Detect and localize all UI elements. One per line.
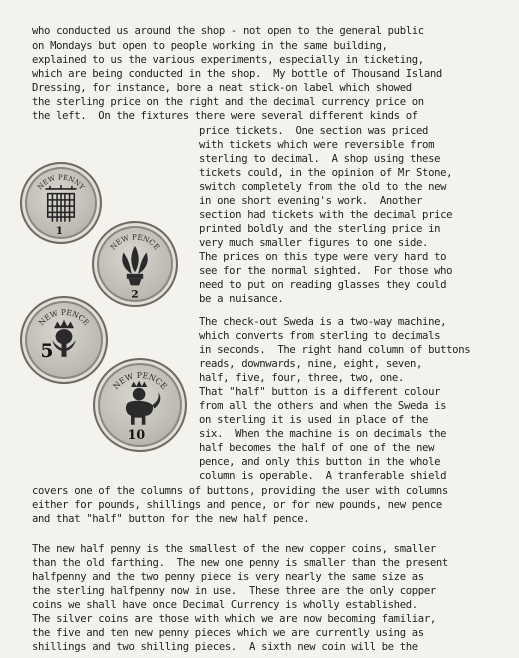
- text-line: on sterling it is used in place of the: [199, 414, 429, 426]
- text-line: half becomes the half of one of the new: [199, 442, 435, 454]
- portcullis-icon: [22, 164, 100, 242]
- text-line: on Mondays but open to people working in the same building,: [32, 40, 388, 52]
- text-line: which are being conducted in the shop. My bottle of Thousand Island: [32, 68, 442, 80]
- text-line: column is operable. A tranferable shield: [199, 470, 447, 482]
- text-line: The new half penny is the smallest of the new copper coins, smaller: [32, 543, 436, 555]
- prince-of-wales-feathers-icon: [94, 223, 176, 305]
- text-line: with tickets which were reversible from: [199, 139, 435, 151]
- text-line: halfpenny and the two penny piece is very nearly the same size as: [32, 571, 424, 583]
- text-line: explained to us the various experiments, especially in ticketing,: [32, 54, 424, 66]
- text-line: the sterling halfpenny now in use. These three are the only copper: [32, 585, 436, 597]
- text-line: in seconds. The right hand column of buttons: [199, 344, 471, 356]
- text-line: section had tickets with the decimal price: [199, 209, 453, 221]
- text-line: shillings and two shilling pieces. A sixth new coin will be the: [32, 641, 418, 653]
- coin-two-new-pence: [92, 221, 178, 307]
- coin-numeral: 10: [127, 427, 146, 443]
- coin-legend: NEW PENNY: [35, 172, 87, 192]
- text-line: need to put on reading glasses they could: [199, 279, 447, 291]
- coin-legend: NEW PENCE: [110, 369, 170, 392]
- text-line: than the old farthing. The new one penny is smaller than the present: [32, 557, 448, 569]
- text-line: tickets could, in the opinion of Mr Stone,: [199, 167, 453, 179]
- text-line: from all the others and when the Sweda is: [199, 400, 447, 412]
- text-line: the five and ten new penny pieces which we are currently using as: [32, 627, 424, 639]
- text-line: half, five, four, three, two, one.: [199, 372, 404, 384]
- text-line: covers one of the columns of buttons, providing the user with columns: [32, 485, 448, 497]
- text-line: very much smaller figures to one side.: [199, 237, 429, 249]
- text-line: switch completely from the old to the new: [199, 181, 447, 193]
- text-line: sterling to decimal. A shop using these: [199, 153, 441, 165]
- coin-one-new-penny: [20, 162, 102, 244]
- text-line: see for the normal sighted. For those who: [199, 265, 453, 277]
- text-line: Dressing, for instance, bore a neat stick-on label which showed: [32, 82, 412, 94]
- text-line: the sterling price on the right and the decimal currency price on: [32, 96, 424, 108]
- text-line: in one short evening's work. Another: [199, 195, 423, 207]
- text-line: six. When the machine is on decimals the: [199, 428, 447, 440]
- text-line: reads, downwards, nine, eight, seven,: [199, 358, 423, 370]
- text-line: who conducted us around the shop - not open to the general public: [32, 25, 424, 37]
- text-line: price tickets. One section was priced: [199, 125, 429, 137]
- text-line: coins we shall have once Decimal Currency is wholly established.: [32, 599, 418, 611]
- coin-numeral: 1: [55, 225, 63, 238]
- text-line: either for pounds, shillings and pence, or for new pounds, new pence: [32, 499, 442, 511]
- text-line: which converts from sterling to decimals: [199, 330, 441, 342]
- coin-numeral: 2: [131, 287, 139, 301]
- coin-numeral: 5: [40, 340, 54, 362]
- text-line: The check-out Sweda is a two-way machine,: [199, 316, 447, 328]
- thistle-crown-icon: [22, 298, 106, 382]
- crowned-lion-icon: [95, 360, 185, 450]
- text-line: the left. On the fixtures there were several different kinds of: [32, 110, 418, 122]
- text-line: and that "half" button for the new half pence.: [32, 513, 310, 525]
- text-line: The silver coins are those with which we are now becoming familiar,: [32, 613, 436, 625]
- text-line: be a nuisance.: [199, 293, 284, 305]
- coin-legend: NEW PENCE: [36, 307, 92, 328]
- text-line: printed boldly and the sterling price in: [199, 223, 441, 235]
- coin-ten-new-pence: [93, 358, 187, 452]
- text-line: The prices on this type were very hard to: [199, 251, 447, 263]
- coin-legend: NEW PENCE: [108, 232, 162, 252]
- text-line: pence, and only this button in the whole: [199, 456, 441, 468]
- text-line: That "half" button is a different colour: [199, 386, 441, 398]
